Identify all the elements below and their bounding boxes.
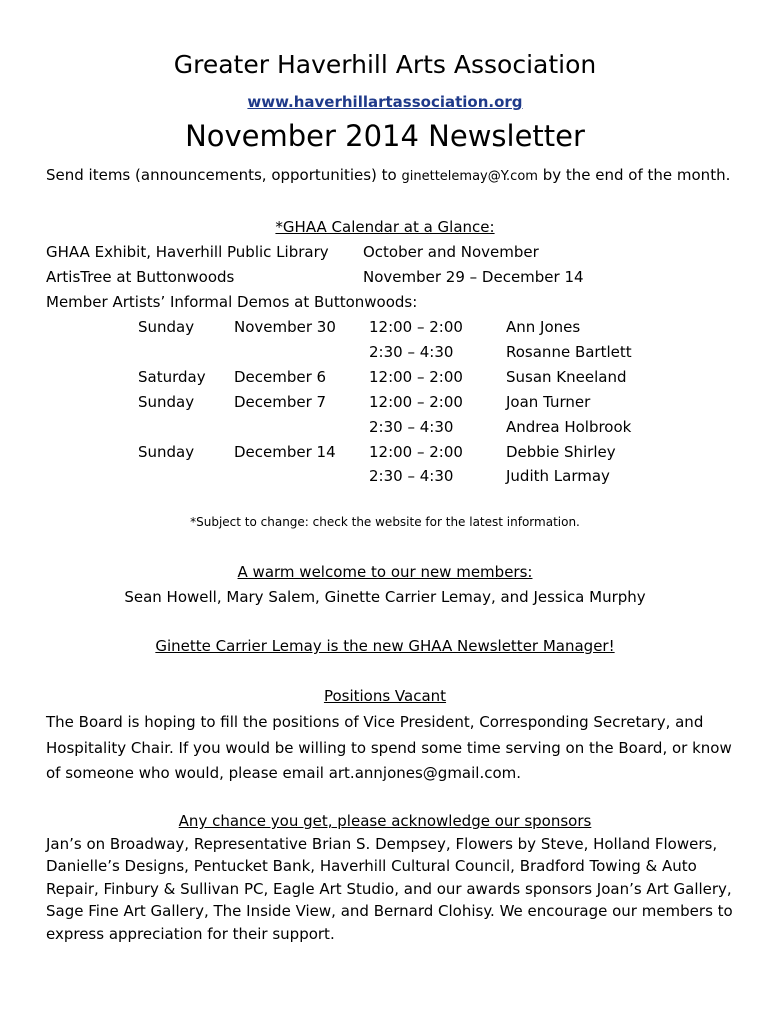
demo-row (0, 343, 770, 365)
demo-day: Sunday (138, 318, 195, 336)
demo-row (0, 418, 770, 440)
calendar-event: ArtisTree at Buttonwoods (46, 268, 235, 286)
demo-day: Sunday (138, 393, 195, 411)
newsletter-email: ginettelemay@Y.com (401, 169, 538, 184)
calendar-heading: *GHAA Calendar at a Glance: (275, 218, 495, 236)
demo-artist: Susan Kneeland (506, 368, 627, 386)
demo-day: Sunday (138, 443, 195, 461)
demo-day: Saturday (138, 368, 206, 386)
send-items-deadline: by the end of the month. (537, 166, 731, 184)
demo-row (0, 467, 770, 489)
send-items-line (46, 166, 730, 184)
demo-artist: Joan Turner (506, 393, 591, 411)
demo-row (0, 443, 770, 465)
demo-row (0, 318, 770, 340)
demo-time: 12:00 – 2:00 (369, 368, 463, 386)
demo-artist: Judith Larmay (506, 467, 610, 485)
demo-time: 12:00 – 2:00 (369, 393, 463, 411)
demo-time: 12:00 – 2:00 (369, 443, 463, 461)
website-link[interactable]: www.haverhillartassociation.org (247, 93, 523, 111)
sponsors-text: Jan’s on Broadway, Representative Brian S. Dempsey, Flowers by Steve, Holland Flowers, Danielle’s Designs, Pentucket Bank, Haverhill Cultural Council, Bradford Towing & Auto Repair, Finbury & Sullivan PC, Eagle Art Studio, and our awards sponsors Joan’s Art Gallery, Sage Fine Art Gallery, The Inside View, and Bernard Clohisy. We encourage our members to express appreciation for their support. (46, 835, 733, 943)
demos-heading: Member Artists’ Informal Demos at Buttonwoods: (46, 293, 418, 311)
demo-artist: Andrea Holbrook (506, 418, 632, 436)
newsletter-title: November 2014 Newsletter (185, 119, 585, 153)
org-title: Greater Haverhill Arts Association (173, 50, 597, 79)
demo-row (0, 393, 770, 415)
demo-row (0, 368, 770, 390)
sponsors-heading: Any chance you get, please acknowledge our sponsors (178, 812, 592, 830)
demo-date: November 30 (234, 318, 336, 336)
positions-vacant-text: The Board is hoping to fill the positions of Vice President, Corresponding Secretary, and Hospitality Chair. If you would be willing to spend some time serving on the Board, or know of someone who would, please email art.annjones@gmail.com. (46, 713, 732, 782)
positions-vacant-heading: Positions Vacant (323, 687, 447, 705)
demo-time: 12:00 – 2:00 (369, 318, 463, 336)
calendar-event: GHAA Exhibit, Haverhill Public Library (46, 243, 329, 261)
demo-date: December 7 (234, 393, 327, 411)
demo-time: 2:30 – 4:30 (369, 418, 454, 436)
demo-time: 2:30 – 4:30 (369, 467, 454, 485)
new-member-names: Sean Howell, Mary Salem, Ginette Carrier Lemay, and Jessica Murphy (124, 588, 646, 606)
demo-time: 2:30 – 4:30 (369, 343, 454, 361)
calendar-when: November 29 – December 14 (363, 268, 584, 286)
demo-artist: Ann Jones (506, 318, 581, 336)
welcome-heading: A warm welcome to our new members: (237, 563, 533, 581)
demo-date: December 6 (234, 368, 327, 386)
send-items-text: Send items (announcements, opportunities) to (46, 166, 402, 184)
newsletter-manager-note: Ginette Carrier Lemay is the new GHAA Newsletter Manager! (155, 637, 615, 655)
subject-to-change-note: *Subject to change: check the website for the latest information. (190, 515, 580, 529)
demo-date: December 14 (234, 443, 336, 461)
demo-artist: Rosanne Bartlett (506, 343, 632, 361)
calendar-when: October and November (363, 243, 539, 261)
demo-artist: Debbie Shirley (506, 443, 616, 461)
